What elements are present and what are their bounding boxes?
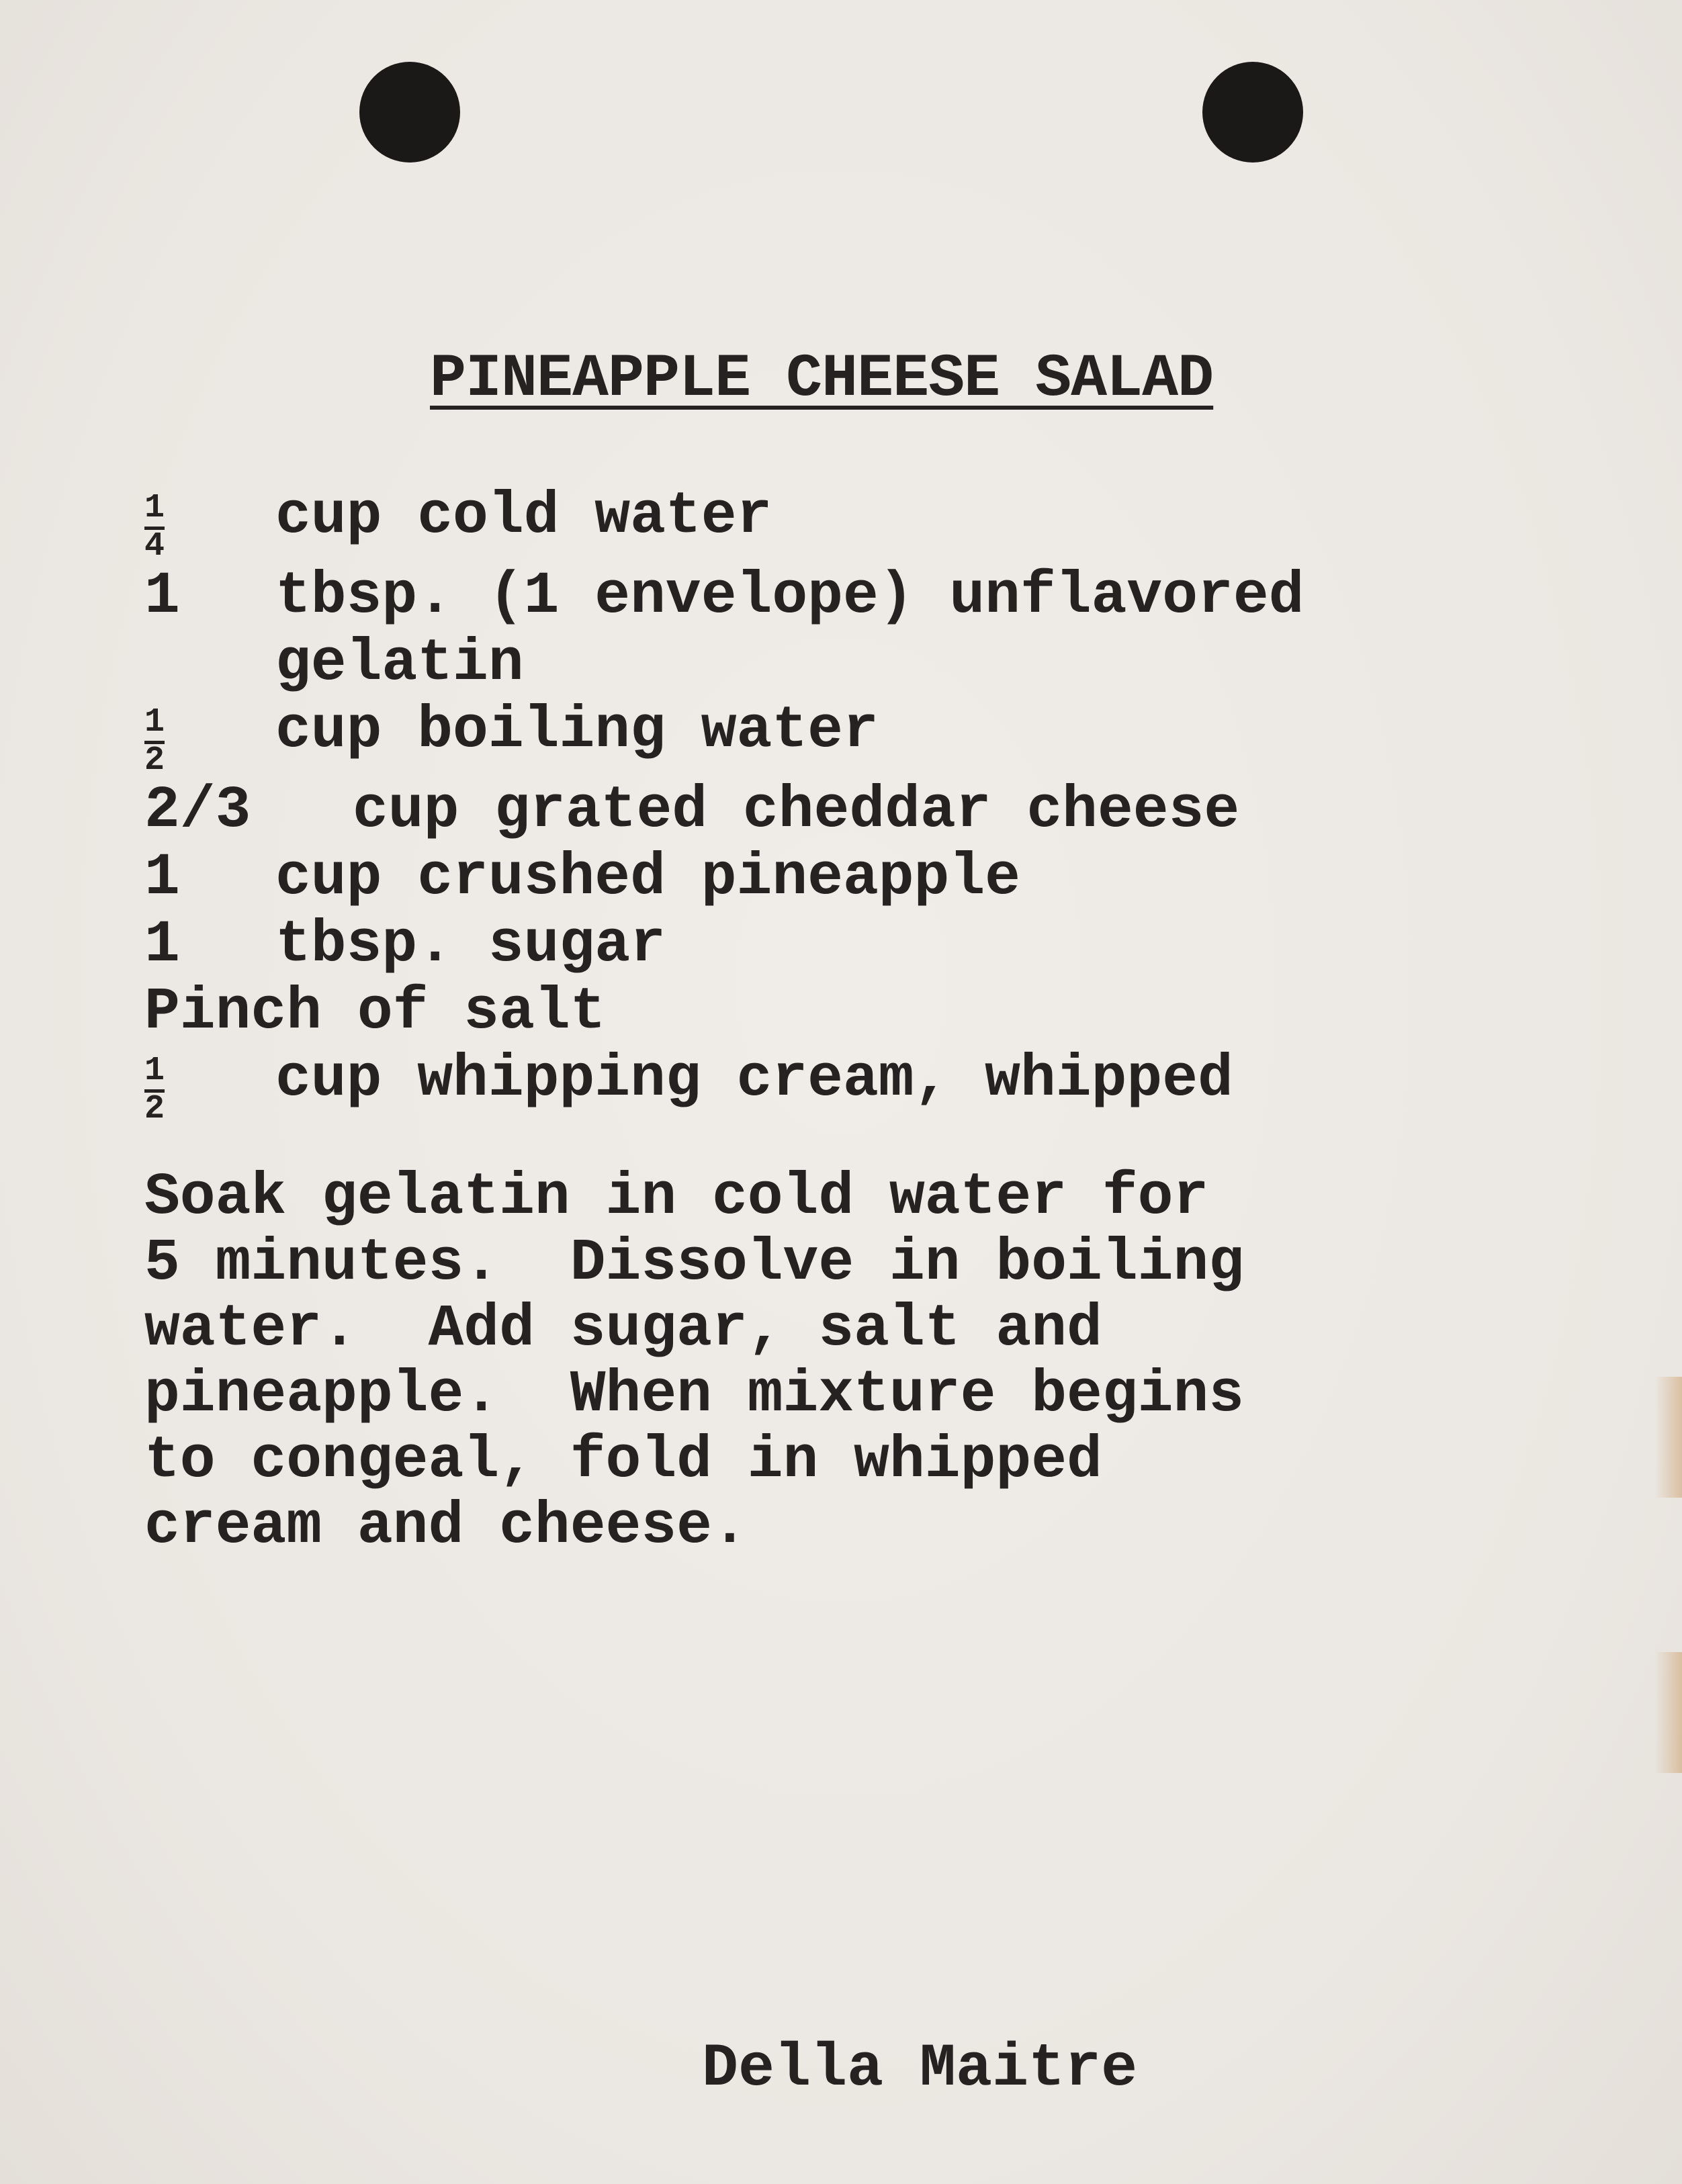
punch-hole-left (359, 62, 460, 163)
ingredient-text: tbsp. (1 envelope) unflavored gelatin (275, 563, 1304, 697)
ingredient-quantity: $\frac{1}{4}$ (144, 489, 165, 565)
ingredient-quantity: $\frac{1}{2}$ (144, 703, 165, 780)
ingredient-quantity: 1 (144, 563, 180, 630)
ingredient-text: cup grated cheddar cheese (353, 778, 1240, 844)
ingredient-list (144, 484, 1622, 1126)
recipe-author: Della Maitre (702, 2035, 1138, 2103)
ingredient-item (144, 563, 1622, 698)
edge-stain (1655, 1377, 1682, 1498)
recipe-directions: Soak gelatin in cold water for 5 minutes. Dissolve in boiling water. Add sugar, salt and pineapple. When mixture begins to congeal, fold in whipped cream and cheese. (144, 1165, 1245, 1560)
ingredient-text: cup whipping cream, whipped (275, 1046, 1233, 1113)
ingredient-quantity: 2/3 (144, 778, 251, 844)
ingredient-text: cup cold water (275, 484, 772, 550)
ingredient-quantity: 1 (144, 912, 180, 979)
ingredient-text: cup boiling water (275, 698, 879, 764)
ingredient-text: cup crushed pineapple (275, 845, 1020, 911)
ingredient-quantity: 1 (144, 845, 180, 911)
ingredient-item (144, 484, 1622, 563)
ingredient-text: tbsp. sugar (275, 912, 666, 979)
ingredient-item (144, 778, 1622, 845)
ingredient-item (144, 698, 1622, 778)
punch-hole-right (1202, 62, 1303, 163)
recipe-title: PINEAPPLE CHEESE SALAD (430, 345, 1214, 414)
ingredient-item (144, 979, 1622, 1046)
ingredient-item (144, 845, 1622, 912)
ingredient-quantity: $\frac{1}{2}$ (144, 1052, 165, 1128)
ingredient-item (144, 1046, 1622, 1126)
ingredient-item (144, 912, 1622, 979)
edge-stain (1655, 1652, 1682, 1773)
ingredient-text: Pinch of salt (144, 979, 606, 1046)
